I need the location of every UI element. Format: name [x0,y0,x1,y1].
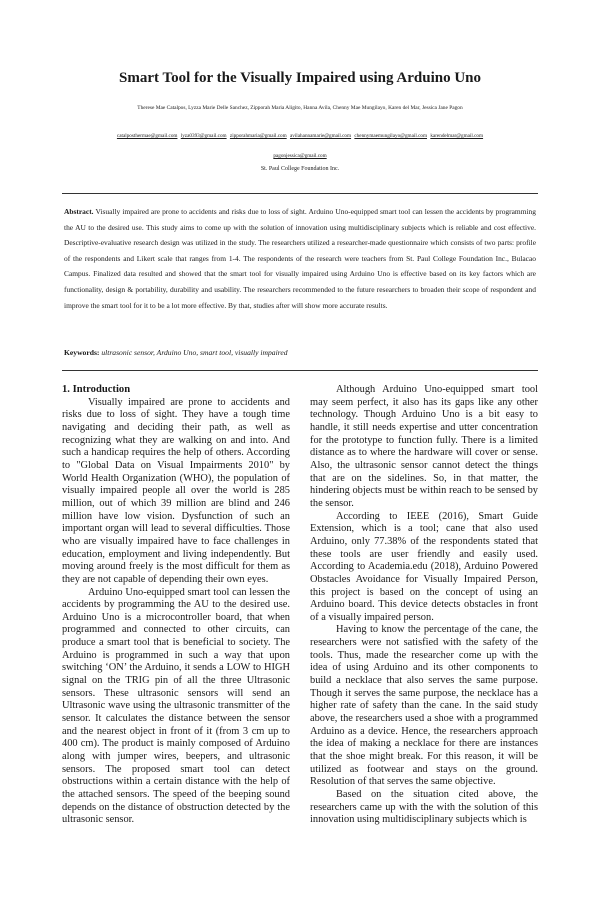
body-paragraph: Based on the situation cited above, the researchers came up with the with the solution of this innovation using multidisciplinary subjects which is [310,789,538,826]
author-email[interactable]: lyza0393@gmail.com [180,133,227,139]
author-email[interactable]: avilahannamarie@gmail.com [289,133,352,139]
author-email[interactable]: chennymaemungilayo@gmail.com [354,133,428,139]
body-paragraph: According to IEEE (2016), Smart Guide Extension, which is a tool; cane that also used Arduino, only 77.38% of the respondents stated that these tools are user friendly and easily used. According to Academia.edu (2018), Arduino Powered Obstacles Avoidance for Visually Impaired Person, this project is based on the concept of using an Arduino board. This device detects obstacles in front of a visually impaired person. [310,510,538,623]
author-email[interactable]: catalposthermae@gmail.com [116,133,178,139]
abstract-label: Abstract. [64,207,94,216]
abstract-text: Visually impaired are prone to accidents and risks due to loss of sight. Arduino Uno-equipped smart tool can lessen the accidents by programming the AU to the desired use. This study aims to come up with the solution of innovation using multidisciplinary subjects which is reliable and cost effective. Descriptive-evaluative research design was utilized in the study. The researchers utilized a researcher-made questionnaire which consists of two parts: profile of the respondents and Likert scale that ranges from 1-4. The respondents of the research were teachers from St. Paul College Foundation Inc., Bulacao Campus. Finalized data resulted and showed that the smart tool for visually impaired using Arduino Uno is effective based on its key factors which are functionality, design & portability, durability and usability. The researchers recommended to the future researchers to broaden their scope of respondent and improve the smart tool for it to be a lot more effective. By that, studies after will show more accurate results. [64,207,536,310]
paper-title: Smart Tool for the Visually Impaired using Arduino Uno [118,70,482,86]
author-email[interactable]: zipporahmaria@gmail.com [229,133,287,139]
abstract-top-rule [62,193,538,194]
affiliation: St. Paul College Foundation Inc. [260,166,340,172]
body-paragraph: Although Arduino Uno-equipped smart tool may seem perfect, it also has its gaps like any other technology. Though Arduino Uno is a bit easy to handle, it still needs expertise and utter concentration for the prototype to function fully. There is a limited distance as to where the hardware will cover or sense. Also, the ultrasonic sensor cannot detect the things that are on the sidelines. So, in that matter, the hindering objects must be within reach to be sensed by the sensor. [310,384,538,509]
body-paragraph: Having to know the percentage of the cane, the researchers were not satisfied with the safety of the tools. Thus, made the researcher come up with the idea of using Arduino and its other components to build a necklace that also serves the same purpose. Though it serves the same purpose, the necklace has a higher rate of safety than the cane. In the said study above, the researchers used a shoe with a programmed Arduino as a device. Hence, the researchers approach the idea of making a necklace for there are instances that the shoe might break. For this reason, it will be utilized as footwear and stays on the ground. Resolution of that serves the same objective. [310,624,538,788]
abstract-bottom-rule [62,370,538,371]
author-email[interactable]: karendelmar@gmail.com [430,133,484,139]
keywords [64,348,536,357]
body-paragraph: Arduino Uno-equipped smart tool can lessen the accidents by programming the AU to the desired use. Arduino Uno is a microcontroller board, that when programmed and connected to other circuits, can produce a smart tool that is beneficial to society. The Arduino is programmed in such a way that upon switching ‘ON’ the Arduino, it sends a LOW to HIGH signal on the TRIG pin of all the three Ultrasonic sensors. These ultrasonic sensors will send an Ultrasonic wave using the ultrasonic transmitter of the sensor. It calculates the distance between the sensor and the nearest object in front of it (from 3 cm up to 400 cm). The product is mainly composed of Arduino along with jumper wires, beepers, and ultrasonic sensors. The proposed smart tool can detect obstructions within a certain distance with the help of the attached sensors. The speed of the beeping sound depends on the distance of obstruction detected by the ultrasonic sensor. [62,586,290,826]
keywords-label: Keywords: [64,348,100,357]
abstract [64,204,536,313]
author-email[interactable]: pagonjessica@gmail.com [273,153,327,159]
section-heading: 1. Introduction [62,384,131,395]
body-paragraph: Visually impaired are prone to accidents and risks due to loss of sight. They have a tough time navigating and deciding their path, as well as recognizing what they are walking on and into. And such a handicap requires the help of others. According to "Global Data on Visual Impairments 2010" by World Health Organization (WHO), the population of visually impaired people all over the world is 285 million, out of which 39 million are blind and 246 million have low vision. Dysfunction of such an important organ will lead to several difficulties. Those who are visually impaired have to face challenges in education, employment and living independently. But moving around freely is the most difficult for them as they are not capable of depending their own eyes. [62,396,290,585]
keywords-text: ultrasonic sensor, Arduino Uno, smart tool, visually impaired [99,348,288,357]
author-list: Therese Mae Catalpos, Lyzza Marie Delle Sanchez, Zipporah Maria Aligito, Hanna Avila, Chenny Mae Mungilayo, Karen del Mar, Jessica Jane Pagon [137,105,463,111]
email-list [40,126,560,166]
right-column [310,384,538,827]
left-column [62,384,290,827]
